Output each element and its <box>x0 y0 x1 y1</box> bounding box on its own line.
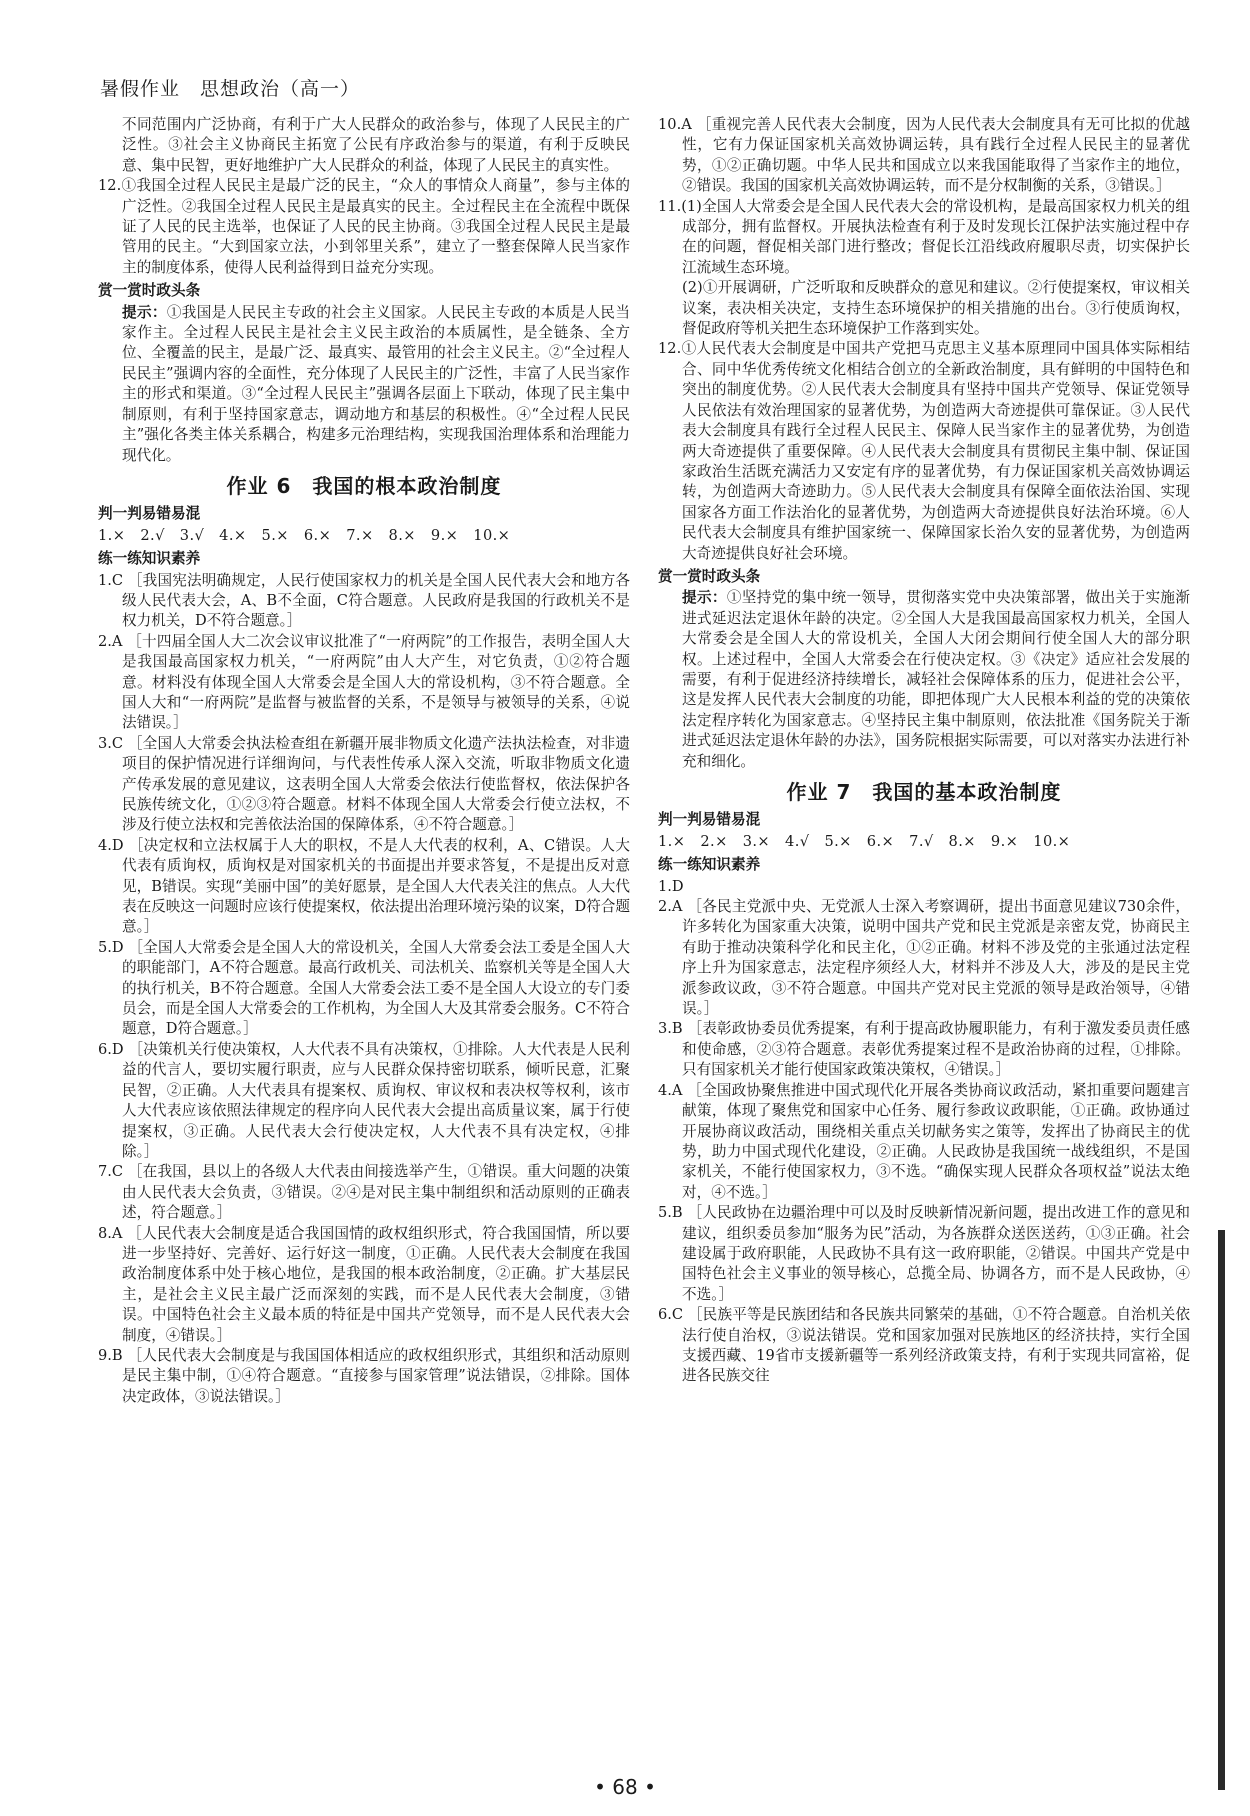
answer-item: 8.A ［人民代表大会制度是适合我国国情的政权组织形式，符合我国国情，所以要进一步坚持好、完善好、运行好这一制度，①正确。人民代表大会制度在我国政治制度体系中处于核心地位，是我国的根本政治制度，②正确。扩大基层民主，是社会主义民主最广泛而深刻的实践，而不是人民代表大会制度，③错误。中国特色社会主义最本质的特征是中国共产党领导，而不是人民代表大会制度，④错误。］ <box>98 1224 630 1344</box>
answer-item: 4.D ［决定权和立法权属于人大的职权，不是人大代表的权利，A、C错误。人大代表有质询权，质询权是对国家机关的书面提出并要求答复，不是提出反对意见，B错误。实现“美丽中国”的美好愿景，是全国人大代表关注的焦点。人大代表在反映这一问题时应该行使提案权，依法提出治理环境污染的议案，D符合题意。］ <box>98 836 630 936</box>
section-heading-practice: 练一练知识素养 <box>658 856 761 874</box>
page-edge-shadow <box>1218 1230 1225 1790</box>
answer-item: 5.B ［人民政协在边疆治理中可以及时反映新情况新问题，提出改进工作的意见和建议，组织委员参加“服务为民”活动，为各族群众送医送药，①③正确。社会建设属于政府职能，人民政协不具有这一政府职能，②错误。中国共产党是中国特色社会主义事业的领导核心，总揽全局、协调各方，而不是人民政协，④不选。］ <box>658 1204 1190 1303</box>
left-column <box>98 115 630 1407</box>
section-heading-news: 赏一赏时政头条 <box>98 282 201 300</box>
answer-continuation: 不同范围内广泛协商，有利于广大人民群众的政治参与，体现了人民民主的广泛性。③社会主义协商民主拓宽了公民有序政治参与的渠道，有利于反映民意、集中民智，更好地维护广大人民群众的利益，体现了人民民主的真实性。 <box>122 116 630 174</box>
answer-12: 12.①人民代表大会制度是中国共产党把马克思主义基本原理同中国具体实际相结合、同中华优秀传统文化相结合创立的全新政治制度，具有鲜明的中国特色和突出的制度优势。②人民代表大会制度具有坚持中国共产党领导、保证党领导人民依法有效治理国家的显著优势，为创造两大奇迹提供可靠保证。③人民代表大会制度具有践行全过程人民民主、保障人民当家作主的显著优势，为创造两大奇迹提供了重要保障。④人民代表大会制度具有贯彻民主集中制、保证国家政治生活既充满活力又安定有序的显著优势，有力保证国家机关高效协调运转，为创造两大奇迹助力。⑤人民代表大会制度具有保障全面依法治国、实现国家各方面工作法治化的显著优势，为创造两大奇迹提供良好法治环境。⑥人民代表大会制度具有维护国家统一、保障国家长治久安的显著优势，为创造两大奇迹提供良好社会环境。 <box>658 340 1190 562</box>
tip-text: ①我国是人民民主专政的社会主义国家。人民民主专政的本质是人民当家作主。全过程人民民主是社会主义民主政治的本质属性，是全链条、全方位、全覆盖的民主，是最广泛、最真实、最管用的社会主义民主。②“全过程人民民主”强调内容的全面性，充分体现了人民民主的广泛性，丰富了人民当家作主的形式和渠道。③“全过程人民民主”强调各层面上下联动，体现了民主集中制原则，有利于坚持国家意志，调动地方和基层的积极性。④“全过程人民民主”强化各类主体关系耦合，构建多元治理结构，实现我国治理体系和治理能力现代化。 <box>122 303 630 464</box>
answer-item: 2.A ［十四届全国人大二次会议审议批准了“一府两院”的工作报告，表明全国人大是我国最高国家权力机关，“一府两院”由人大产生，对它负责，①②符合题意。材料没有体现全国人大常委会是全国人大的常设机构，③不符合题意。全国人大和“一府两院”是监督与被监督的关系，不是领导与被领导的关系，④说法错误。］ <box>98 632 630 732</box>
answer-11-part-2: (2)①开展调研，广泛听取和反映群众的意见和建议。②行使提案权，审议相关议案，表决相关决定，支持生态环境保护的相关措施的出台。③行使质询权，督促政府等机关把生态环境保护工作落到实处。 <box>682 279 1190 338</box>
answer-item: 3.B ［表彰政协委员优秀提案，有利于提高政协履职能力，有利于激发委员责任感和使命感，②③符合题意。表彰优秀提案过程不是政治协商的过程，①排除。只有国家机关才能行使国家政策决策权，④错误。］ <box>658 1020 1190 1079</box>
judge-answers: 1.× 2.√ 3.√ 4.× 5.× 6.× 7.× 8.× 9.× 10.× <box>98 526 511 544</box>
tip-label: 提示： <box>682 589 727 607</box>
answer-item: 5.D ［全国人大常委会是全国人大的常设机关，全国人大常委会法工委是全国人大的职能部门，A不符合题意。最高行政机关、司法机关、监察机关等是全国人大的执行机关，B不符合题意。全国人大常委会法工委不是全国人大设立的专门委员会，而是全国人大常委会的工作机构，为全国人大及其常委会服务。C不符合题意，D符合题意。］ <box>98 938 630 1038</box>
page-number: • 68 • <box>594 1775 656 1799</box>
news-tip <box>98 303 630 466</box>
answer-item: 2.A ［各民主党派中央、无党派人士深入考察调研，提出书面意见建议730余件，许多转化为国家重大决策，说明中国共产党和民主党派是亲密友党，协商民主有助于推动决策科学化和民主化，①②正确。材料不涉及党的主张通过法定程序上升为国家意志，法定程序须经人大，材料并不涉及人大，涉及的是民主党派参政议政，③不符合题意。中国共产党对民主党派的领导是政治领导，④错误。］ <box>658 898 1190 1018</box>
page-header: 暑假作业 思想政治（高一） <box>100 78 361 100</box>
section-heading-judge: 判一判易错易混 <box>98 505 201 523</box>
answer-item: 11.(1)全国人大常委会是全国人民代表大会的常设机构，是最高国家权力机关的组成部分，拥有监督权。开展执法检查有利于及时发现长江保护法实施过程中存在的问题，督促相关部门进行整改；督促长江沿线政府履职尽责，切实保护长江流域生态环境。 <box>658 197 1190 276</box>
answer-item: 1.C ［我国宪法明确规定，人民行使国家权力的机关是全国人民代表大会和地方各级人民代表大会，A、B不全面，C符合题意。人民政府是我国的行政机关不是权力机关，D不符合题意。］ <box>98 571 630 630</box>
homework-6-title: 作业 6 我国的根本政治制度 <box>226 473 502 498</box>
tip-label: 提示： <box>122 303 167 321</box>
answer-item: 6.C ［民族平等是民族团结和各民族共同繁荣的基础，①不符合题意。自治机关依法行使自治权，③说法错误。党和国家加强对民族地区的经济扶持，实行全国支援西藏、19省市支援新疆等一系列经济政策支持，有利于实现共同富裕，促进各民族交往 <box>658 1306 1190 1385</box>
tip-text: ①坚持党的集中统一领导，贯彻落实党中央决策部署，做出关于实施渐进式延迟法定退休年龄的决定。②全国人大是我国最高国家权力机关，全国人大常委会是全国人大的常设机关，全国人大闭会期间行使全国人大的部分职权。上述过程中，全国人大常委会在行使决定权。③《决定》适应社会发展的需要，有利于促进经济持续增长，减轻社会保障体系的压力，促进社会公平，这是发挥人民代表大会制度的功能，即把体现广大人民根本利益的党的决策依法定程序转化为国家意志。④坚持民主集中制原则，依法批准《国务院关于渐进式延迟法定退休年龄的办法》，国务院根据实际需要，可以对落实办法进行补充和细化。 <box>682 589 1190 770</box>
answer-item: 9.B ［人民代表大会制度是与我国国体相适应的政权组织形式，其组织和活动原则是民主集中制，①④符合题意。“直接参与国家管理”说法错误，②排除。国体决定政体，③说法错误。］ <box>98 1346 630 1405</box>
section-heading-news: 赏一赏时政头条 <box>658 567 761 585</box>
answer-item: 10.A ［重视完善人民代表大会制度，因为人民代表大会制度具有无可比拟的优越性，它有力保证国家机关高效协调运转，具有践行全过程人民民主的显著优势，①②正确切题。中华人民共和国成立以来我国能取得了当家作主的地位，②错误。我国的国家机关高效协调运转，而不是分权制衡的关系，③错误。］ <box>658 116 1190 195</box>
news-tip <box>658 588 1190 772</box>
right-column <box>658 115 1190 1387</box>
answer-12: 12.①我国全过程人民民主是最广泛的民主，“众人的事情众人商量”，参与主体的广泛性。②我国全过程人民民主是最真实的民主。全过程民主在全流程中既保证了人民的民主选举，也保证了人民的民主协商。③我国全过程人民民主是最管用的民主。“大到国家立法，小到邻里关系”，建立了一整套保障人民当家作主的制度体系，使得人民利益得到日益充分实现。 <box>98 177 630 276</box>
section-heading-practice: 练一练知识素养 <box>98 550 201 568</box>
answer-item: 4.A ［全国政协聚焦推进中国式现代化开展各类协商议政活动，紧扣重要问题建言献策，体现了聚焦党和国家中心任务、履行参政议政职能，①正确。政协通过开展协商议政活动，围绕相关重点关切献务实之策等，发挥出了协商民主的优势，助力中国式现代化建设，②正确。人民政协是我国统一战线组织，不是国家机关，不能行使国家权力，③不选。“确保实现人民群众各项权益”说法太绝对，④不选。］ <box>658 1081 1190 1201</box>
answer-item: 6.D ［决策机关行使决策权，人大代表不具有决策权，①排除。人大代表是人民利益的代言人，要切实履行职责，应与人民群众保持密切联系，倾听民意，汇聚民智，②正确。人大代表具有提案权、质询权、审议权和表决权等权利，该市人大代表应该依照法律规定的程序向人民代表大会提出高质量议案，属于行使提案权，③正确。人民代表大会行使决定权，人大代表不具有决定权，④排除。］ <box>98 1040 630 1160</box>
answer-item: 3.C ［全国人大常委会执法检查组在新疆开展非物质文化遗产法执法检查，对非遗项目的保护情况进行详细询问，与代表性传承人深入交流，听取非物质文化遗产传承发展的意见建议，这表明全国人大常委会依法行使监督权，依法保护各民族传统文化，①②③符合题意。材料不体现全国人大常委会行使立法权，不涉及行使立法权和完善依法治国的保障体系，④不符合题意。］ <box>98 734 630 834</box>
judge-answers: 1.× 2.× 3.× 4.√ 5.× 6.× 7.√ 8.× 9.× 10.× <box>658 832 1071 850</box>
answer-item: 1.D <box>658 877 684 895</box>
answer-item: 7.C ［在我国，县以上的各级人大代表由间接选举产生，①错误。重大问题的决策由人民代表大会负责，③错误。②④是对民主集中制组织和活动原则的正确表述，符合题意。］ <box>98 1163 630 1222</box>
section-heading-judge: 判一判易错易混 <box>658 811 761 829</box>
homework-7-title: 作业 7 我国的基本政治制度 <box>786 780 1062 804</box>
